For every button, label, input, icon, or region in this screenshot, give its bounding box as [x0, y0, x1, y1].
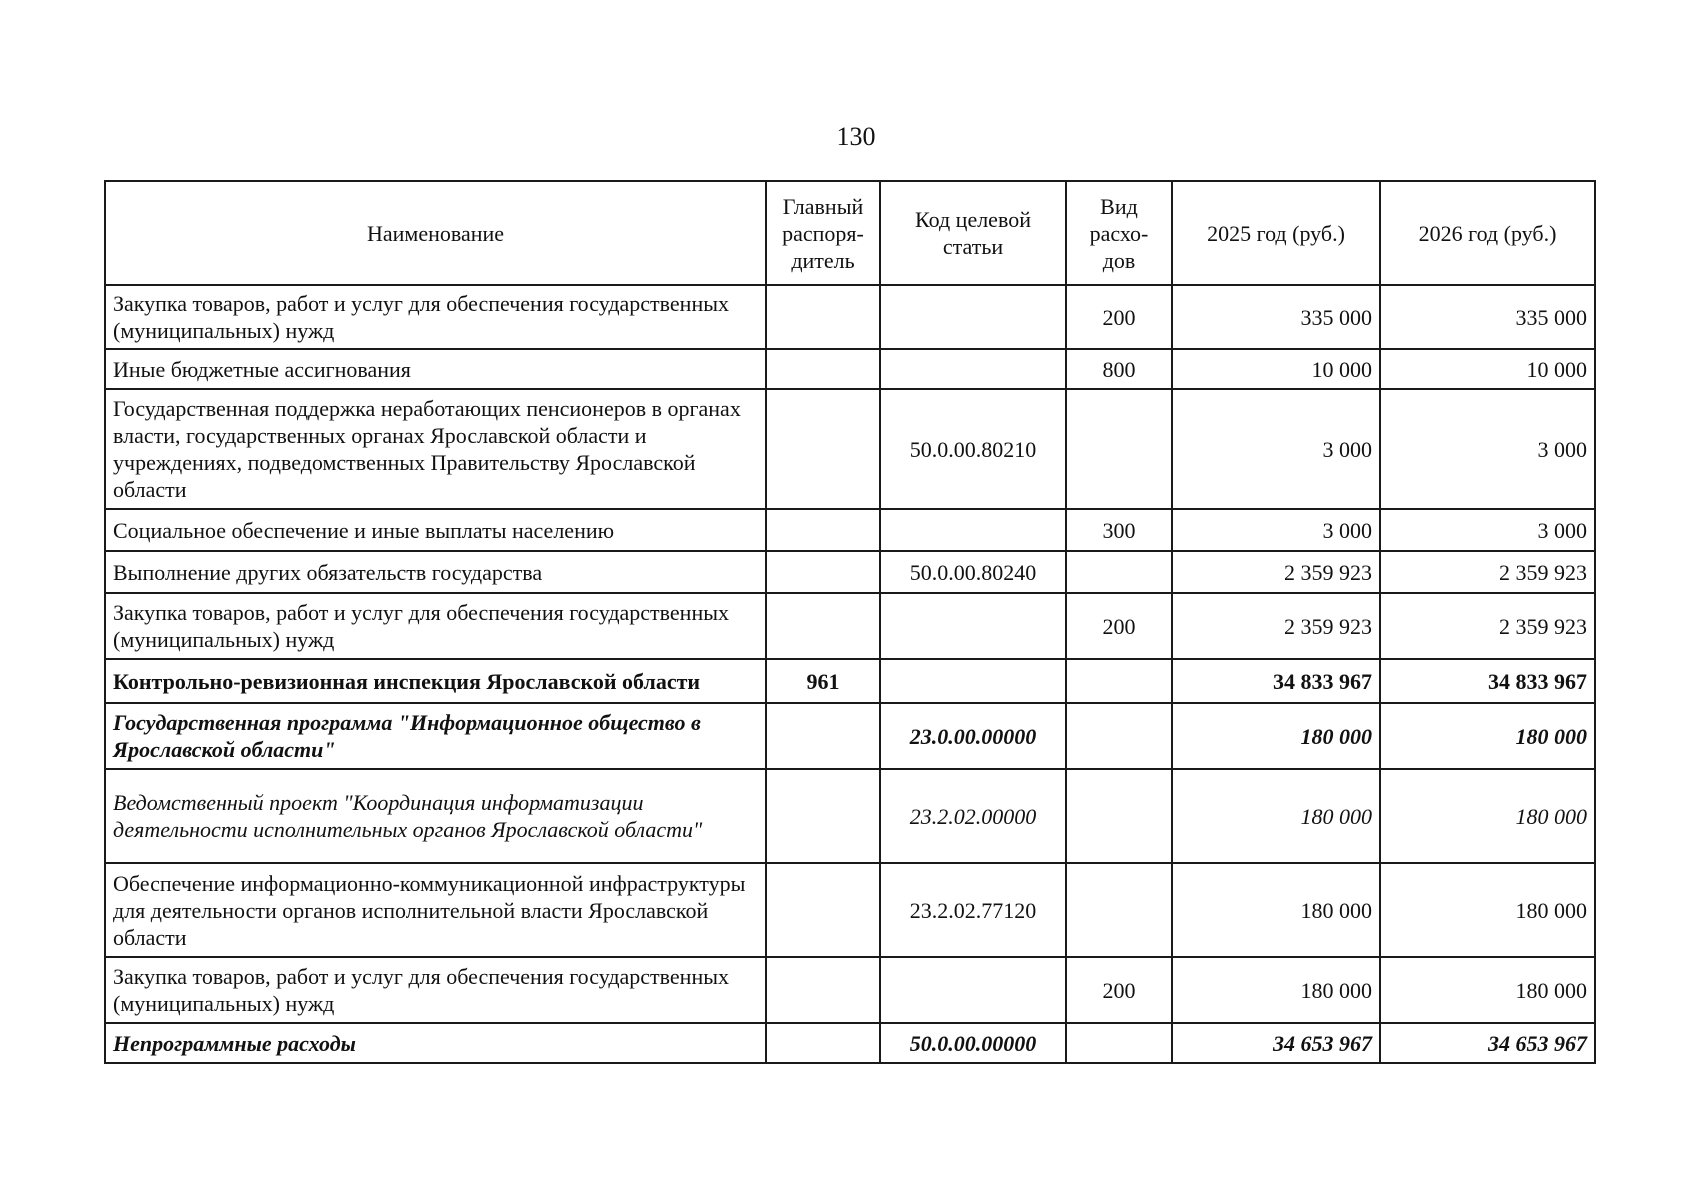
table-row	[105, 957, 1595, 1023]
row-expense-type: 300	[1066, 509, 1172, 551]
row-code	[880, 957, 1066, 1023]
row-amount-2025: 3 000	[1172, 509, 1380, 551]
row-manager	[766, 703, 880, 769]
row-amount-2026: 180 000	[1380, 957, 1595, 1023]
row-code: 23.2.02.77120	[880, 863, 1066, 957]
row-expense-type	[1066, 703, 1172, 769]
row-amount-2025: 180 000	[1172, 769, 1380, 863]
row-manager	[766, 769, 880, 863]
row-expense-type: 800	[1066, 349, 1172, 389]
row-expense-type	[1066, 863, 1172, 957]
row-code	[880, 349, 1066, 389]
row-amount-2025: 3 000	[1172, 389, 1380, 509]
row-name: Контрольно-ревизионная инспекция Ярославской области	[105, 659, 766, 703]
row-name: Ведомственный проект "Координация информатизации деятельности исполнительных органов Ярославской области"	[105, 769, 766, 863]
table-row	[105, 593, 1595, 659]
row-expense-type	[1066, 389, 1172, 509]
row-amount-2026: 180 000	[1380, 769, 1595, 863]
row-manager: 961	[766, 659, 880, 703]
budget-table	[104, 180, 1596, 1064]
row-amount-2026: 2 359 923	[1380, 593, 1595, 659]
row-manager	[766, 285, 880, 349]
row-name: Выполнение других обязательств государства	[105, 551, 766, 593]
row-name: Закупка товаров, работ и услуг для обеспечения государственных (муниципальных) нужд	[105, 957, 766, 1023]
header-code: Код целевой статьи	[880, 181, 1066, 285]
row-manager	[766, 389, 880, 509]
header-expense-type: Вид расхо-дов	[1066, 181, 1172, 285]
row-amount-2026: 2 359 923	[1380, 551, 1595, 593]
table-row	[105, 285, 1595, 349]
header-manager: Главный распоря-дитель	[766, 181, 880, 285]
header-year-2026: 2026 год (руб.)	[1380, 181, 1595, 285]
row-code	[880, 593, 1066, 659]
table-row	[105, 703, 1595, 769]
row-expense-type: 200	[1066, 285, 1172, 349]
table-row	[105, 551, 1595, 593]
row-amount-2025: 180 000	[1172, 863, 1380, 957]
row-name: Государственная поддержка неработающих пенсионеров в органах власти, государственных органах Ярославской области и учреждениях, подведомственных Правительству Ярославской области	[105, 389, 766, 509]
table-row	[105, 659, 1595, 703]
row-name: Непрограммные расходы	[105, 1023, 766, 1063]
row-amount-2025: 180 000	[1172, 703, 1380, 769]
table-row	[105, 389, 1595, 509]
row-manager	[766, 349, 880, 389]
table-row	[105, 509, 1595, 551]
row-amount-2025: 180 000	[1172, 957, 1380, 1023]
row-amount-2025: 335 000	[1172, 285, 1380, 349]
row-amount-2026: 34 833 967	[1380, 659, 1595, 703]
header-year-2025: 2025 год (руб.)	[1172, 181, 1380, 285]
row-manager	[766, 863, 880, 957]
row-amount-2025: 2 359 923	[1172, 551, 1380, 593]
row-code	[880, 285, 1066, 349]
row-expense-type	[1066, 659, 1172, 703]
row-manager	[766, 509, 880, 551]
row-manager	[766, 957, 880, 1023]
row-code: 23.0.00.00000	[880, 703, 1066, 769]
row-amount-2026: 180 000	[1380, 863, 1595, 957]
row-amount-2026: 34 653 967	[1380, 1023, 1595, 1063]
row-name: Государственная программа "Информационное общество в Ярославской области"	[105, 703, 766, 769]
row-code: 50.0.00.80240	[880, 551, 1066, 593]
table-header-row	[105, 181, 1595, 285]
header-name: Наименование	[105, 181, 766, 285]
row-amount-2025: 34 833 967	[1172, 659, 1380, 703]
row-amount-2025: 10 000	[1172, 349, 1380, 389]
row-amount-2025: 2 359 923	[1172, 593, 1380, 659]
row-expense-type	[1066, 1023, 1172, 1063]
row-amount-2026: 3 000	[1380, 509, 1595, 551]
table-row	[105, 769, 1595, 863]
row-name: Закупка товаров, работ и услуг для обеспечения государственных (муниципальных) нужд	[105, 285, 766, 349]
row-manager	[766, 1023, 880, 1063]
row-name: Иные бюджетные ассигнования	[105, 349, 766, 389]
row-name: Закупка товаров, работ и услуг для обеспечения государственных (муниципальных) нужд	[105, 593, 766, 659]
row-expense-type	[1066, 769, 1172, 863]
table-row	[105, 349, 1595, 389]
row-expense-type: 200	[1066, 593, 1172, 659]
row-amount-2026: 3 000	[1380, 389, 1595, 509]
row-expense-type	[1066, 551, 1172, 593]
row-amount-2026: 180 000	[1380, 703, 1595, 769]
row-manager	[766, 593, 880, 659]
row-manager	[766, 551, 880, 593]
row-code	[880, 659, 1066, 703]
row-name: Обеспечение информационно-коммуникационной инфраструктуры для деятельности органов исполнительной власти Ярославской области	[105, 863, 766, 957]
page-number: 130	[836, 122, 876, 151]
row-code	[880, 509, 1066, 551]
table-row	[105, 1023, 1595, 1063]
row-amount-2026: 10 000	[1380, 349, 1595, 389]
row-code: 50.0.00.00000	[880, 1023, 1066, 1063]
row-expense-type: 200	[1066, 957, 1172, 1023]
table-row	[105, 863, 1595, 957]
row-amount-2026: 335 000	[1380, 285, 1595, 349]
row-code: 23.2.02.00000	[880, 769, 1066, 863]
row-name: Социальное обеспечение и иные выплаты населению	[105, 509, 766, 551]
row-code: 50.0.00.80210	[880, 389, 1066, 509]
row-amount-2025: 34 653 967	[1172, 1023, 1380, 1063]
